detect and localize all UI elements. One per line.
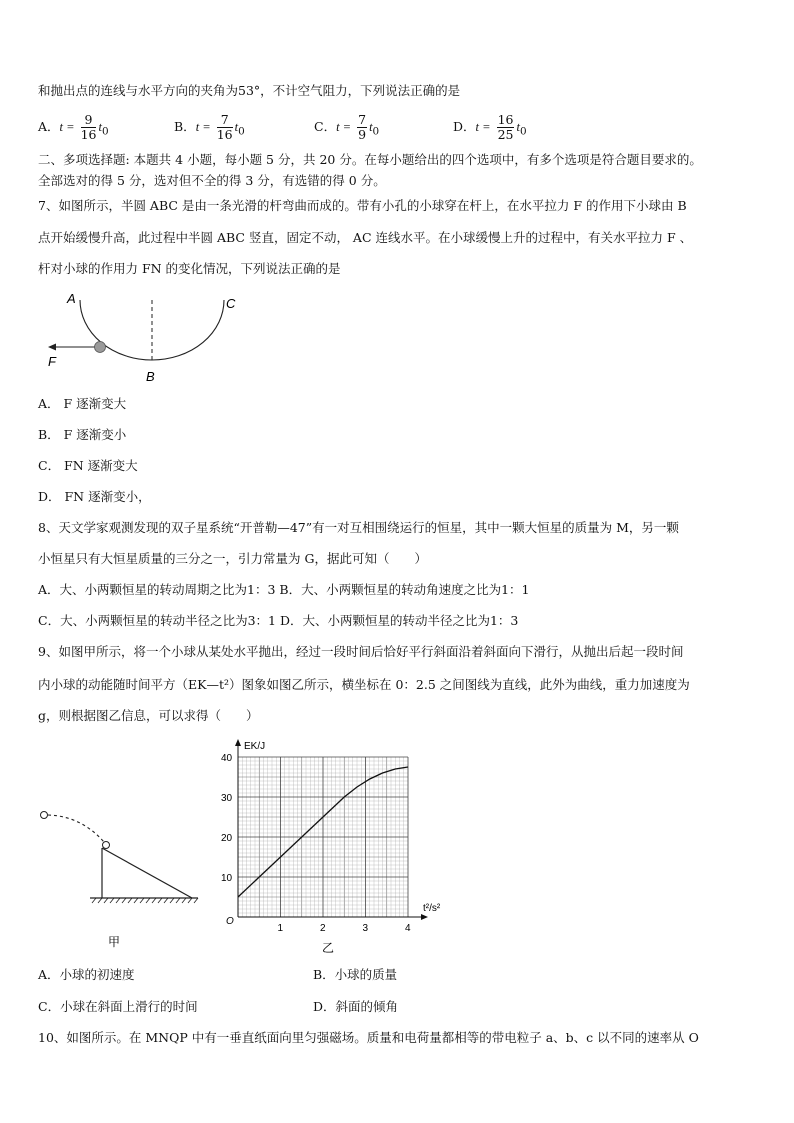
q9-option-a[interactable]: A．小球的初速度 [38, 967, 135, 982]
q9-option-c[interactable]: C．小球在斜面上滑行的时间 [38, 999, 198, 1014]
x-tick-label: 2 [320, 923, 326, 934]
q7-text-3: 杆对小球的作用力 FN 的变化情况，下列说法正确的是 [38, 261, 341, 276]
x-axis-arrow [421, 914, 428, 920]
y-axis-arrow [235, 739, 241, 746]
x-tick-label: 1 [277, 923, 284, 934]
label-a: A [67, 291, 76, 306]
q7-option-d[interactable]: D． FN 逐渐变小， [38, 489, 151, 504]
q9-option-b[interactable]: B．小球的质量 [313, 967, 398, 982]
x-tick-label: 3 [362, 923, 369, 934]
figure-caption-yi: 乙 [322, 941, 335, 955]
x-axis-label: t²/s² [423, 903, 441, 914]
figure-caption-jia: 甲 [108, 935, 121, 949]
y-tick-label: 30 [221, 793, 233, 804]
q7-option-c[interactable]: C． FN 逐渐变大 [38, 458, 138, 473]
ek-t2-chart [210, 735, 460, 960]
label-c: C [226, 296, 236, 311]
q8-text-1: 8、天文学家观测发现的双子星系统“开普勒—47”有一对互相围绕运行的恒星，其中一颗大恒星的质量为 M，另一颗 [38, 520, 679, 535]
q10-text-1: 10、如图所示。在 MNQP 中有一垂直纸面向里匀强磁场。质量和电荷量都相等的带电粒子 a、b、c 以不同的速率从 O [38, 1030, 699, 1045]
q7-option-a[interactable]: A． F 逐渐变大 [38, 396, 127, 411]
y-tick-label: 20 [221, 833, 233, 844]
q8-options-row-1[interactable]: A．大、小两颗恒星的转动周期之比为1：3 B．大、小两颗恒星的转动角速度之比为1：1 [38, 582, 530, 597]
q9-text-1: 9、如图甲所示，将一个小球从某处水平抛出，经过一段时间后恰好平行斜面沿着斜面向下滑行，从抛出后起一段时间 [38, 644, 684, 659]
q6-option-b[interactable]: B．t = $\frac{7}{16}$ $t_0$ [174, 112, 245, 142]
y-tick-label: 10 [221, 873, 233, 884]
q6-option-c[interactable]: C．t = $\frac{7}{9}$ $t_0$ [314, 112, 380, 142]
q8-text-2: 小恒星只有大恒星质量的三分之一，引力常量为 G，据此可知（ ） [38, 551, 427, 566]
section2-instructions-2: 全部选对的得 5 分，选对但不全的得 3 分，有选错的得 0 分。 [38, 173, 386, 188]
section2-instructions-1: 二、多项选择题: 本题共 4 小题，每小题 5 分，共 20 分。在每小题给出的四个选项中，有多个选项是符合题目要求的。 [38, 152, 702, 167]
q9-option-d[interactable]: D．斜面的倾角 [313, 999, 399, 1014]
q7-semicircle-figure [40, 288, 250, 388]
q9-text-3: g，则根据图乙信息，可以求得（ ） [38, 708, 259, 723]
q7-text-2: 点开始缓慢升高，此过程中半圆 ABC 竖直，固定不动， AC 连线水平。在小球缓慢上升的过程中，有关水平拉力 F 、 [38, 230, 693, 245]
q6-option-a[interactable]: A．t = $\frac{9}{16}$ $t_0$ [38, 112, 109, 142]
q8-options-row-2[interactable]: C．大、小两颗恒星的转动半径之比为3：1 D．大、小两颗恒星的转动半径之比为1：3 [38, 613, 519, 628]
y-axis-label: EK/J [244, 741, 266, 752]
q7-option-b[interactable]: B． F 逐渐变小 [38, 427, 127, 442]
q9-text-2: 内小球的动能随时间平方（EK—t²）图象如图乙所示，横坐标在 0：2.5 之间图线为直线，此外为曲线，重力加速度为 [38, 677, 690, 692]
q9-figure-incline [36, 800, 206, 950]
label-b: B [146, 369, 155, 384]
q6-option-d[interactable]: D．t = $\frac{16}{25}$ $t_0$ [453, 112, 527, 142]
q6-text: 和抛出点的连线与水平方向的夹角为53°，不计空气阻力，下列说法正确的是 [38, 83, 461, 98]
origin-label: O [226, 916, 234, 927]
y-tick-label: 40 [221, 753, 233, 764]
label-f: F [48, 354, 56, 369]
q7-text-1: 7、如图所示，半圆 ABC 是由一条光滑的杆弯曲而成的。带有小孔的小球穿在杆上，在水平拉力 F 的作用下小球由 B [38, 198, 687, 213]
x-tick-label: 4 [405, 923, 411, 934]
